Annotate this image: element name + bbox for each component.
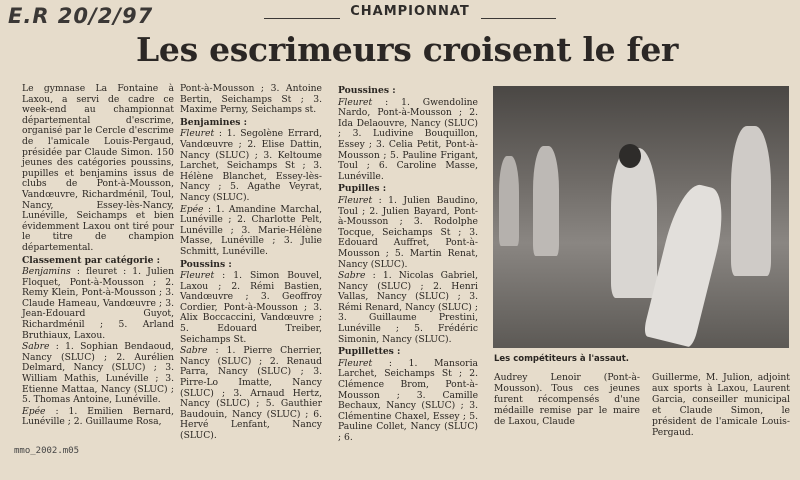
article-closing-right: Guillerme, M. Julion, adjoint aux sports à Laxou, Laurent Garcia, conseiller municipal et Claude Simon, le président de l'amicale Louis-Pergaud. — [652, 372, 790, 438]
result-fleuret — [180, 129, 322, 203]
category-label: Epée — [180, 203, 204, 215]
category-label: Sabre — [22, 341, 50, 353]
result-fleuret — [338, 98, 478, 183]
article-column-1 — [22, 84, 174, 429]
category-label: Sabre — [180, 345, 208, 357]
result-text: : 1. Segolène Errard, Vandœuvre ; 2. Elise Dattin, Nancy (SLUC) ; 3. Keltoume Larchet, Seichamps St ; 3. Hélène Blanchet, Essey-lès-Nancy ; 5. Agathe Veyrat, Nancy (SLUC). — [180, 128, 322, 203]
article-column-3 — [338, 84, 478, 445]
category-label: Benjamins — [22, 266, 71, 278]
result-text: : 1. Amandine Marchal, Lunéville ; 2. Charlotte Pelt, Lunéville ; 3. Marie-Hélène Masse, Lunéville ; 3. Julie Schmitt, Lunéville. — [180, 203, 322, 257]
result-sabre — [22, 342, 174, 406]
result-fleuret — [180, 271, 322, 345]
section-poussines: Poussines : — [338, 85, 396, 96]
article-closing-left: Audrey Lenoir (Pont-à-Mousson). Tous ces jeunes furent récompensés d'une médaille remise par le maire de Laxou, Claude — [494, 372, 640, 427]
spectator-figure — [533, 146, 559, 256]
section-pupillettes: Pupillettes : — [338, 346, 401, 358]
result-text: : 1. Sophian Bendaoud, Nancy (SLUC) ; 2. Aurélien Delmard, Nancy (SLUC) ; 3. William Mathis, Lunéville ; 3. Etienne Mattaa, Nancy (SLUC) ; 5. Thomas Antoine, Lunéville. — [22, 341, 174, 406]
file-reference: mmo_2002.m05 — [14, 446, 80, 456]
result-text: : 1. Mansoria Larchet, Seichamps St ; 2. Clémence Brom, Pont-à-Mousson ; 3. Camille Bechaux, Nancy (SLUC) ; 3. Clémentine Chaxel, Essey ; 5. Pauline Collet, Nancy (SLUC) ; 6. — [338, 357, 478, 443]
rubric-label: CHAMPIONNAT — [350, 4, 470, 19]
result-epee — [22, 407, 174, 428]
rubric-rule-left — [264, 18, 340, 19]
result-continued: Pont-à-Mousson ; 3. Antoine Bertin, Seichamps St ; 3. Maxime Perny, Seichamps st. — [180, 83, 322, 116]
spectator-figure — [499, 156, 519, 246]
fencing-photo — [493, 86, 789, 348]
category-label: Fleuret — [338, 96, 373, 108]
result-benjamins — [22, 267, 174, 341]
headline: Les escrimeurs croisent le fer — [136, 30, 679, 69]
category-label: Fleuret — [180, 128, 215, 140]
result-text: : fleuret : 1. Julien Floquet, Pont-à-Mousson ; 2. Remy Klein, Pont-à-Mousson ; 3. Claude Hameau, Vandœuvre ; 3. Jean-Edouard Guyot, Richardménil ; 5. Arland Bruthiaux, Laxou. — [22, 266, 174, 341]
result-epee — [180, 205, 322, 258]
fencer-figure — [611, 148, 657, 298]
spectator-figure — [731, 126, 771, 276]
result-text: : 1. Simon Bouvel, Laxou ; 2. Rémi Bastien, Vandœuvre ; 3. Geoffroy Cordier, Pont-à-Mousson ; 3. Alix Boccaccini, Vandœuvre ; 5. Edouard Treiber, Seichamps St. — [180, 270, 322, 345]
category-label: Fleuret — [338, 194, 373, 206]
category-label: Fleuret — [180, 270, 215, 282]
category-label: Epée — [22, 405, 46, 417]
handwritten-date: E.R 20/2/97 — [8, 4, 154, 28]
fencing-mask — [619, 144, 641, 168]
ranking-heading: Classement par catégorie : — [22, 254, 161, 266]
section-benjamines: Benjamines : — [180, 116, 248, 128]
result-sabre — [338, 271, 478, 345]
section-pupilles: Pupilles : — [338, 183, 387, 195]
section-poussins: Poussins : — [180, 258, 232, 270]
result-text: : 1. Emilien Bernard, Lunéville ; 2. Guillaume Rosa, — [22, 405, 174, 428]
photo-caption: Les compétiteurs à l'assaut. — [494, 354, 629, 364]
category-label: Sabre — [338, 270, 366, 282]
result-text: : 1. Pierre Cherrier, Nancy (SLUC) ; 2. Renaud Parra, Nancy (SLUC) ; 3. Pirre-Lo Imatte, Nancy (SLUC) ; 3. Arnaud Hertz, Nancy (SLUC) ; 5. Gauthier Baudouin, Nancy (SLUC) ; 6. Hervé Lenfant, Nancy (SLUC). — [180, 345, 322, 441]
result-fleuret — [338, 359, 478, 444]
result-text: : 1. Nicolas Gabriel, Nancy (SLUC) ; 2. Henri Vallas, Nancy (SLUC) ; 3. Rémi Renard, Nancy (SLUC) ; 3. Guillaume Prestini, Lunéville ; 5. Frédéric Simonin, Nancy (SLUC). — [338, 270, 478, 345]
result-text: : 1. Julien Baudino, Toul ; 2. Julien Bayard, Pont-à-Mousson ; 3. Rodolphe Tocque, Seichamps St ; 3. Edouard Auffret, Pont-à-Mousson ; 5. Martin Renat, Nancy (SLUC). — [338, 194, 478, 270]
category-label: Fleuret — [338, 357, 373, 369]
article-column-2 — [180, 84, 322, 443]
result-sabre — [180, 346, 322, 441]
result-fleuret — [338, 196, 478, 270]
intro-paragraph: Le gymnase La Fontaine à Laxou, a servi de cadre ce week-end au championnat départemental d'escrime, organisé par le Cercle d'escrime de l'amicale Louis-Pergaud, présidée par Claude Simon. 150 jeunes des catégories poussins, pupilles et benjamins issus de clubs de Pont-à-Mousson, Vandœuvre, Richardménil, Toul, Nancy, Essey-lès-Nancy, Lunéville, Seichamps et bien évidemment Laxou ont tiré pour le titre de champion départemental. — [22, 83, 174, 253]
result-text: : 1. Gwendoline Nardo, Pont-à-Mousson ; 2. Ida Delaouvre, Nancy (SLUC) ; 3. Ludivine Bouquillon, Essey ; 3. Celia Petit, Pont-à-Mousson ; 5. Pauline Frigant, Toul ; 6. Caroline Masse, Lunéville. — [338, 96, 478, 182]
rubric-rule-right — [481, 18, 556, 19]
